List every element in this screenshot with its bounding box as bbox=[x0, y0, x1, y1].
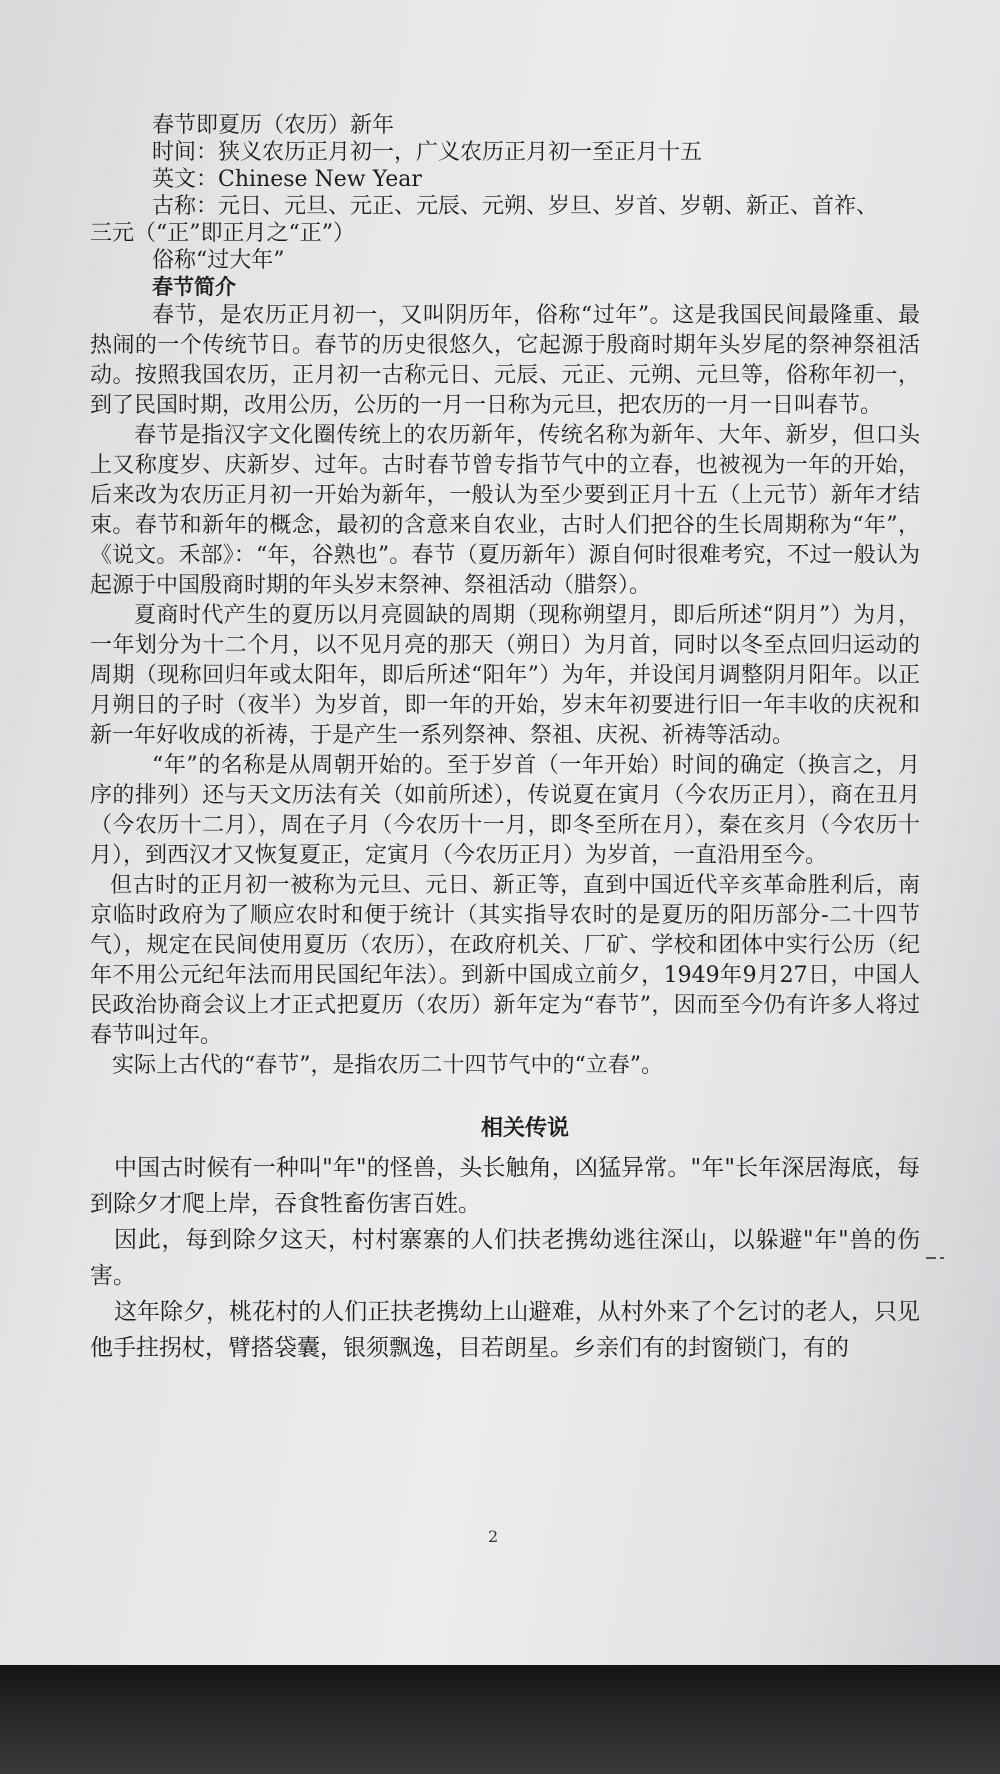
background-shadow bbox=[0, 1665, 1000, 1774]
intro-heading: 春节简介 bbox=[152, 275, 236, 299]
header-line-common-name: 俗称“过大年” bbox=[152, 248, 285, 273]
legend-heading: 相关传说 bbox=[480, 1116, 569, 1141]
legend-paragraph: 这年除夕，桃花村的人们正扶老携幼上山避难，从村外来了个乞讨的老人，只见他手拄拐杖，臂搭袋囊，银须飘逸，目若朗星。乡亲们有的封窗锁门，有的 bbox=[90, 1299, 920, 1361]
intro-paragraph: 春节是指汉字文化圈传统上的农历新年，传统名称为新年、大年、新岁，但口头上又称度岁、庆新岁、过年。古时春节曾专指节气中的立春，也被视为一年的开始，后来改为农历正月初一开始为新年，一般认为至少要到正月十五（上元节）新年才结束。春节和新年的概念，最初的含意来自农业，古时人们把谷的生长周期称为“年”，《说文。禾部》：“年，谷熟也”。春节（夏历新年）源自何时很难考究，不过一般认为起源于中国殷商时期的年头岁末祭神、祭祖活动（腊祭）。 bbox=[90, 423, 920, 598]
intro-paragraph: 实际上古代的“春节”，是指农历二十四节气中的“立春”。 bbox=[112, 1053, 663, 1078]
legend-paragraph: 因此，每到除夕这天，村村寨寨的人们扶老携幼逃往深山，以躲避"年"兽的伤害。 bbox=[90, 1227, 920, 1289]
header-line-definition: 春节即夏历（农历）新年 bbox=[152, 113, 395, 138]
legend-paragraph: 中国古时候有一种叫"年"的怪兽，头长触角，凶猛异常。"年"长年深居海底，每到除夕才爬上岸，吞食牲畜伤害百姓。 bbox=[90, 1155, 920, 1217]
header-line-english: 英文：Chinese New Year bbox=[152, 167, 422, 192]
intro-paragraph: 春节，是农历正月初一，又叫阴历年，俗称“过年”。这是我国民间最隆重、最热闹的一个传统节日。春节的历史很悠久，它起源于殷商时期年头岁尾的祭神祭祖活动。按照我国农历，正月初一古称元日、元辰、元正、元朔、元旦等，俗称年初一，到了民国时期，改用公历，公历的一月一日称为元旦，把农历的一月一日叫春节。 bbox=[90, 303, 920, 418]
intro-paragraph: 但古时的正月初一被称为元旦、元日、新正等，直到中国近代辛亥革命胜利后，南京临时政府为了顺应农时和便于统计（其实指导农时的是夏历的阳历部分-二十四节气），规定在民间使用夏历（农历），在政府机关、厂矿、学校和团体中实行公历（纪年不用公元纪年法而用民国纪年法）。到新中国成立前夕，1949年9月27日，中国人民政治协商会议上才正式把夏历（农历）新年定为“春节”，因而至今仍有许多人将过春节叫过年。 bbox=[90, 873, 920, 1048]
scan-mark bbox=[940, 1257, 944, 1259]
intro-paragraph: “年”的名称是从周朝开始的。至于岁首（一年开始）时间的确定（换言之，月序的排列）还与天文历法有关（如前所述），传说夏在寅月（今农历正月），商在丑月（今农历十二月），周在子月（今农历十一月，即冬至所在月），秦在亥月（今农历十月），到西汉才又恢复夏正，定寅月（今农历正月）为岁首，一直沿用至今。 bbox=[90, 753, 920, 868]
header-line-ancient-names: 古称：元日、元旦、元正、元辰、元朔、岁旦、岁首、岁朝、新正、首祚、 bbox=[152, 194, 879, 219]
header-line-ancient-names-cont: 三元（“正”即正月之“正”） bbox=[90, 221, 355, 246]
page-content bbox=[90, 112, 920, 1366]
intro-paragraph: 夏商时代产生的夏历以月亮圆缺的周期（现称朔望月，即后所述“阴月”）为月，一年划分为十二个月，以不见月亮的那天（朔日）为月首，同时以冬至点回归运动的周期（现称回归年或太阳年，即后所述“阳年”）为年，并设闰月调整阴月阳年。以正月朔日的子时（夜半）为岁首，即一年的开始，岁末年初要进行旧一年丰收的庆祝和新一年好收成的祈祷，于是产生一系列祭神、祭祖、庆祝、祈祷等活动。 bbox=[90, 603, 920, 748]
scan-mark bbox=[926, 1257, 936, 1259]
page-number: 2 bbox=[488, 1527, 499, 1546]
header-line-time: 时间：狭义农历正月初一，广义农历正月初一至正月十五 bbox=[152, 140, 703, 165]
